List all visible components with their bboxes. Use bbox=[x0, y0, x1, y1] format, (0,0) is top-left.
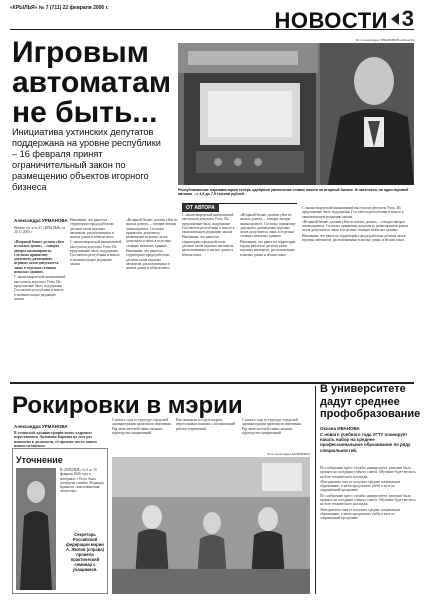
author-box-rule bbox=[182, 203, 297, 204]
column-divider bbox=[315, 386, 316, 594]
article2-paragraph: Как пояснили в отделе кадров, перестановки связаны с оптимизацией работы управлений. bbox=[176, 418, 236, 431]
article3-paragraph: Абитуриенты смогут получить среднее специальное образование, а затем продолжить учёбу в вузе по сокращённой программе. bbox=[320, 507, 401, 521]
article3-paragraph: Абитуриенты смогут получить среднее специальное образование, а затем продолжить учёбу в вузе по сокращённой программе. bbox=[320, 479, 401, 493]
article2-photo bbox=[112, 457, 310, 594]
article2-lead: В ухтинской администрации опять кадровые перестановки. Антонина Карпова на этот раз понижена в должности, её прежнее место занято новым человеком. bbox=[14, 431, 97, 448]
page-number: 3 bbox=[401, 6, 414, 31]
article2-col3 bbox=[176, 418, 238, 448]
section-arrow-icon bbox=[391, 13, 399, 25]
article3-paragraph: По сообщению пресс-службы университета, решение было принято на заседании учёного совета. Обучение будет вестись на базе технического колледжа. bbox=[320, 466, 416, 479]
article1-paragraph: «Игорный бизнес должен уйти из жилых домов», – говорят авторы законопроекта. Согласно принятому документу, размещение игровых залов допускается лишь в отдельно стоящих нежилых зданиях. bbox=[126, 218, 178, 248]
article1-paragraph: С законотворческой инициативой выступили депутаты Ухты. Их предложение было поддержано Госсоветом республики и вошло в окончательную редакцию закона. bbox=[302, 206, 404, 219]
article2-paragraph: С нового года в структуре городской администрации произошли изменения. Ряд заместителей главы сменили кураторство направлений. bbox=[112, 418, 172, 435]
article2-col4 bbox=[242, 418, 308, 448]
article1-paragraph: «Игорный бизнес должен уйти из жилых домов», – говорят авторы законопроекта. Согласно принятому документу, размещение игровых залов допускается лишь в отдельно стоящих нежилых зданиях. bbox=[14, 240, 64, 275]
article2-paragraph: С нового года в структуре городской администрации произошли изменения. Ряд заместителей главы сменили кураторство направлений. bbox=[242, 418, 302, 435]
author-box-paragraph: Напомним, что ранее на территории города работали десятки залов игровых автоматов, расположенных в жилых домах и вблизи школ. bbox=[240, 239, 296, 257]
article3-headline: В университете дадут среднее профобразование bbox=[320, 383, 421, 420]
article2-photo-credit: Фото Александры ДАНИЛЕНКО bbox=[267, 452, 310, 456]
article1-lead: Инициатива ухтинских депутатов поддержана на уровне республики – 16 февраля принят ограничительный закон по размещению объектов игорного бизнеса bbox=[12, 127, 161, 192]
author-box-paragraph: С законотворческой инициативой выступили депутаты Ухты. Их предложение было поддержано Госсоветом республики и вошло в окончательную редакцию закона. bbox=[182, 213, 235, 235]
article2-author: Александра УРМАНОВА bbox=[14, 424, 68, 429]
author-box-title: ОТ АВТОРА bbox=[182, 204, 219, 212]
section-title: НОВОСТИ bbox=[274, 8, 388, 33]
article1-paragraph: «Игорный бизнес должен уйти из жилых домов», – говорят авторы законопроекта. Согласно принятому документу, размещение игровых залов допускается лишь в отдельно стоящих нежилых зданиях. bbox=[302, 219, 409, 233]
article1-photo bbox=[178, 43, 414, 185]
classroom-photo-image bbox=[112, 457, 310, 594]
author-box-paragraph: Напомним, что ранее на территории города работали десятки залов игровых автоматов, расположенных в жилых домах и вблизи школ. bbox=[182, 235, 235, 257]
article2-col2 bbox=[112, 418, 172, 448]
article1-photo-credit: Фото Александры УРМАНОВОЙ и Ивана РА bbox=[355, 38, 414, 42]
article2-headline: Рокировки в мэрии bbox=[12, 392, 243, 419]
author-box-col2 bbox=[240, 213, 296, 375]
sidebar-photo bbox=[16, 468, 56, 590]
slot-machine-photo-image bbox=[178, 43, 414, 185]
article1-paragraph: С законотворческой инициативой выступили депутаты Ухты. Их предложение было поддержано Госсоветом республики и вошло в окончательную редакцию закона. bbox=[70, 240, 122, 266]
article1-paragraph: Напомним, что ранее на территории города работали десятки залов игровых автоматов, расположенных в жилых домах и вблизи школ. bbox=[126, 249, 171, 271]
article1-paragraph: С законотворческой инициативой выступили депутаты Ухты. Их предложение было поддержано Госсоветом республики и вошло в окончательную редакцию закона. bbox=[14, 275, 66, 301]
article3-body bbox=[320, 466, 416, 594]
issue-line: «КРЫЛЬЯ» № 7 (711) 22 февраля 2006 г. bbox=[10, 5, 109, 11]
article1-col2 bbox=[70, 218, 122, 378]
sidebar-photo-caption: Секретарь Российской федерации мэрии А. Жилов (справа) провела практический семинар с учащимися. bbox=[66, 532, 104, 572]
article3-lead: С нового учебного года УГТУ планирует начать набор на среднее профессиональное образование по ряду специальностей. bbox=[320, 432, 411, 453]
article1-col3 bbox=[126, 218, 178, 378]
article1-paragraph: Напомним, что ранее на территории города работали десятки залов игровых автоматов, расположенных в жилых домах и вблизи школ. bbox=[302, 233, 406, 243]
article1-paragraph: Напомним, что ранее на территории города работали десятки залов игровых автоматов, расположенных в жилых домах и вблизи школ. bbox=[70, 218, 115, 240]
author-box-paragraph: «Игорный бизнес должен уйти из жилых домов», – говорят авторы законопроекта. Согласно принятому документу, размещение игровых залов допускается лишь в отдельно стоящих нежилых зданиях. bbox=[240, 213, 296, 239]
article3-paragraph: По сообщению пресс-службы университета, решение было принято на заседании учёного совета. Обучение будет вестись на базе технического колледжа. bbox=[320, 493, 416, 507]
article1-photo-caption: Республиканские парламентарии теперь одобрили увеличение ставок налога на игорный бизнес. В частности, на один игровой автомат – с 4,5 до 7,5 тысячи рублей. bbox=[178, 188, 409, 197]
article1-col4 bbox=[302, 206, 414, 374]
article3-author: Оксана ИВАНОВА bbox=[320, 426, 360, 431]
author-box-col1 bbox=[182, 213, 236, 375]
article1-source-note: Начало см. в № 47 «КРЫЛЬЯ» от 20.11.2005 г. bbox=[14, 226, 66, 235]
sidebar-title: Уточнение bbox=[16, 455, 63, 465]
sidebar-body: В «КРЫЛЬЯ» № 6 от 15 февраля 2006 года в материале «Ухта» была допущена ошибка. Редакция приносит свои извинения читателям. bbox=[60, 468, 104, 494]
article1-col1 bbox=[14, 240, 66, 378]
article1-author: Александра УРМАНОВА bbox=[14, 218, 68, 223]
sidebar-photo-image bbox=[16, 468, 56, 590]
article1-headline: Игровым автоматам не быть... bbox=[12, 36, 172, 129]
